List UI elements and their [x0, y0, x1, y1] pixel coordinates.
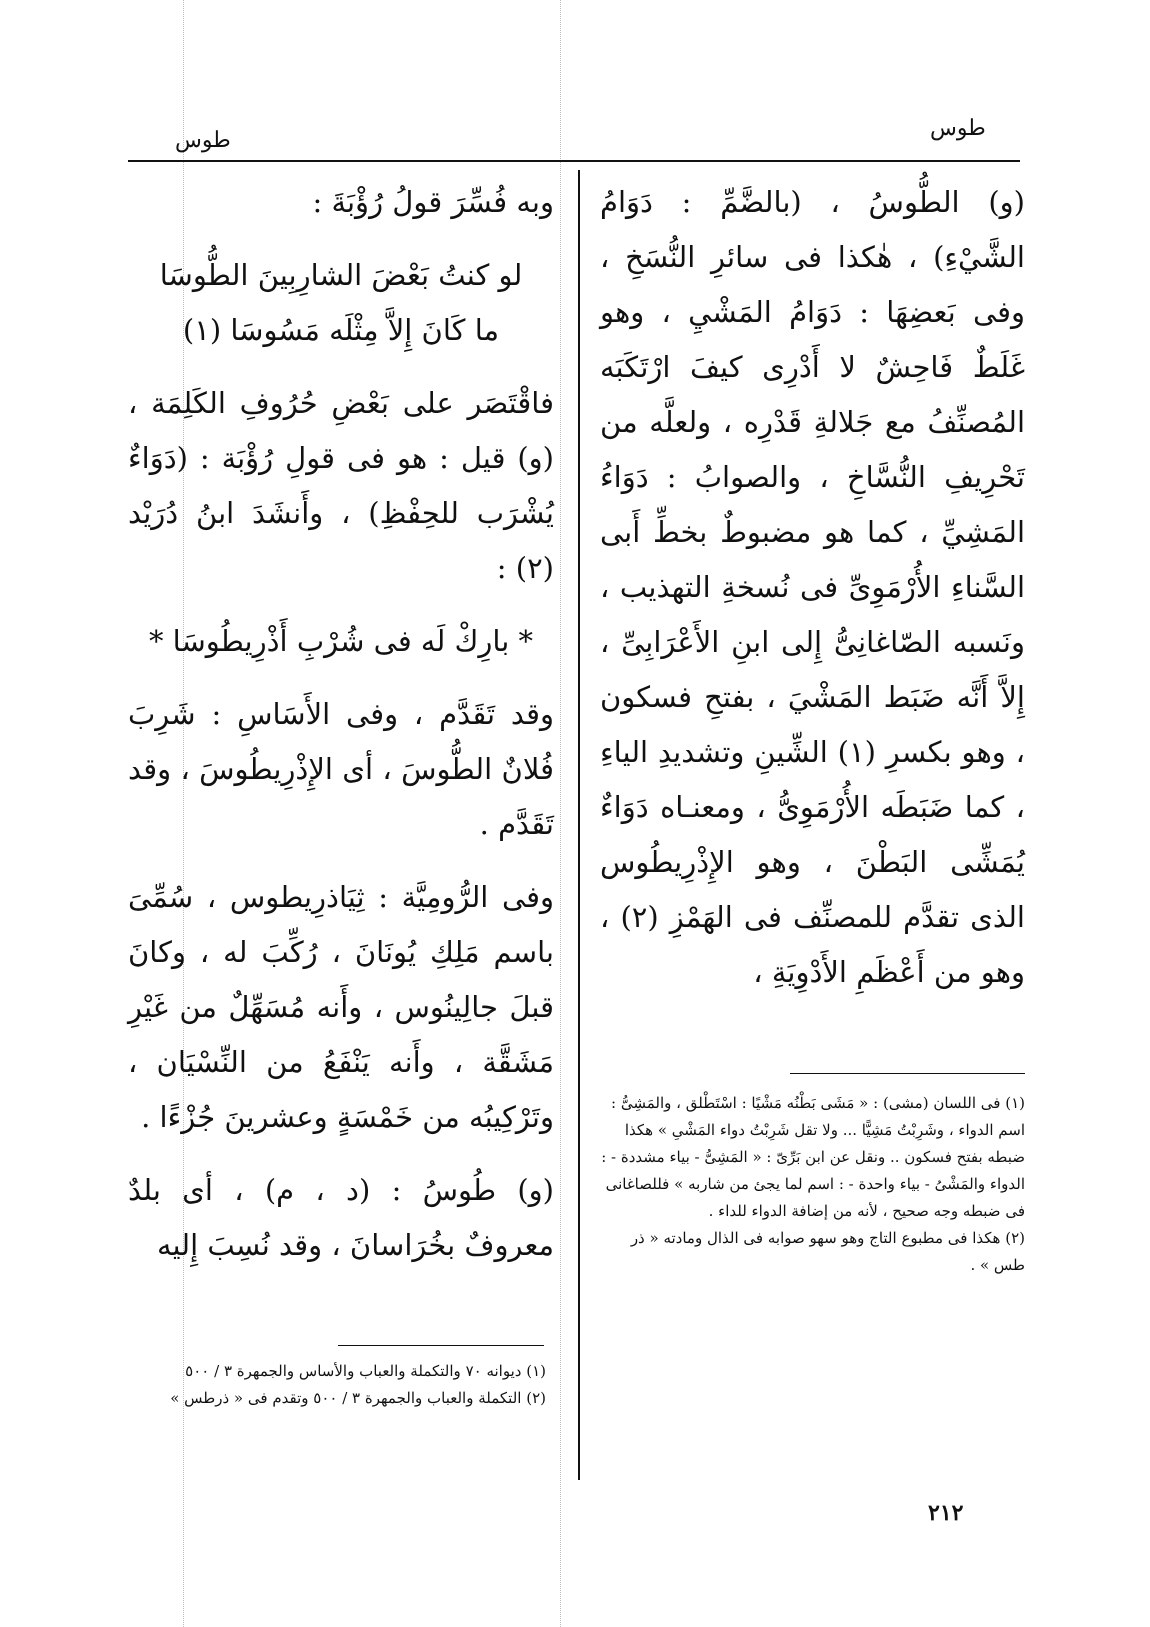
- right-column-paragraph: (و) الطُّوسُ ، (بالضَّمِّ : دَوَامُ الشَّيْءِ) ، هٰكذا فى سائرِ النُّسَخِ ، وفى بَعضِهَا : دَوَامُ المَشْيِ ، وهو غَلَطٌ فَاحِشٌ لا أَدْرِى كيفَ ارْتَكَبَه المُصنِّفُ مع جَلالةِ قَدْرِه ، ولعلَّه من تَحْرِيفِ النُّسَّاخِ ، والصوابُ : دَوَاءُ المَشِيِّ ، كما هو مضبوطٌ بخطِّ أَبى السَّناءِ الأُرْمَوِىِّ فى نُسخةِ التهذيب ، ونَسبه الصّاغانِىُّ إِلى ابنِ الأَعْرَابِىِّ ، إِلاَّ أَنَّه ضَبَط المَشْيَ ، بفتحِ فسكون ، وهو بكسرِ (١) الشِّينِ وتشديدِ الياءِ ، كما ضَبَطَه الأُرْمَوِىُّ ، ومعنـاه دَوَاءٌ يُمَشِّى البَطْنَ ، وهو الإِذْرِيطُوس الذى تقدَّم للمصنِّف فى الهَمْزِ (٢) ، وهو من أَعْظَمِ الأَدْوِيَةِ ،: [600, 185, 1025, 989]
- footnote-1: (١) ديوانه ٧٠ والتكملة والعباب والأساس والجمهرة ٣ / ٥٠٠: [185, 1362, 546, 1380]
- footnote-1: (١) فى اللسان (مشى) : « مَشَى بَطْنُه مَشْيًا : اسْتَطْلق ، والمَشِىُّ : اسم الدواء ، وشَرِبْتُ مَشِيًّا ... ولا تقل شَرِبْتُ دواء المَشْىِ » هكذا ضبطه بفتح فسكون .. ونقل عن ابن بَرِّىّ : « المَشِىُّ - بياء مشددة - : الدواء والمَشْىُ - بياء واحدة - : اسم لما يجئ من شاربه » فللصاغانى فى ضبطه وجه صحيح ، لأنه من إضافة الدواء للداء .: [601, 1094, 1025, 1220]
- verse-line-3: * بارِكْ لَه فى شُرْبِ أَذْرِيطُوسَا *: [148, 624, 534, 658]
- footnote-2: (٢) هكذا فى مطبوع التاج وهو سهو صوابه فى الذال ومادته « ذر طس » .: [630, 1229, 1025, 1274]
- paragraph-1: فاقْتَصَر على بَعْضِ حُرُوفِ الكَلِمَة ، (و) قيل : هو فى قولِ رُؤْبَة : (دَوَاءٌ يُشْرَب للحِفْظِ) ، وأَنشَدَ ابنُ دُرَيْد (٢) :: [128, 386, 554, 585]
- scan-artifact-line: [560, 0, 561, 1627]
- footnote-2: (٢) التكملة والعباب والجمهرة ٣ / ٥٠٠ وتقدم فى « ذرطس »: [170, 1389, 546, 1407]
- header-rule: [128, 160, 1020, 162]
- left-footnote-rule: [338, 1345, 544, 1346]
- paragraph-4: (و) طُوسُ : (د ، م) ، أى بلدٌ معروفٌ بخُرَاسانَ ، وقد نُسِبَ إِليه: [128, 1173, 554, 1262]
- right-column-text: [600, 175, 1025, 1000]
- left-column-text: [128, 175, 554, 1273]
- column-divider: [578, 170, 580, 1480]
- running-header-right: طوس: [930, 116, 986, 141]
- intro-line: وبه فُسِّرَ قولُ رُؤْبَةَ :: [312, 185, 554, 219]
- right-footnote-rule: [790, 1073, 1025, 1074]
- left-footnotes: [128, 1358, 546, 1412]
- paragraph-2: وقد تَقَدَّم ، وفى الأَسَاسِ : شَرِبَ فُلانٌ الطُّوسَ ، أى الإِذْرِيطُوسَ ، وقد تَقَدَّم .: [128, 697, 554, 841]
- right-footnotes: [600, 1090, 1025, 1279]
- page-number: ٢١٢: [928, 1500, 964, 1526]
- paragraph-3: وفى الرُّومِيَّة : ثِيَاذرِيطوس ، سُمِّىَ باسم مَلِكِ يُونَانَ ، رُكِّبَ له ، وكانَ قبلَ جالِينُوس ، وأَنه مُسَهِّلٌ من غَيْرِ مَشَقَّة ، وأَنه يَنْفَعُ من النِّسْيَان ، وتَرْكِيبُه من خَمْسَةٍ وعشرينَ جُزْءًا .: [128, 880, 554, 1134]
- verse-line-1: لو كنتُ بَعْضَ الشارِبِينَ الطُّوسَا: [159, 258, 523, 292]
- running-header-left: طوس: [175, 128, 231, 153]
- verse-line-2: ما كَانَ إِلاَّ مِثْلَه مَسُوسَا (١): [182, 313, 500, 347]
